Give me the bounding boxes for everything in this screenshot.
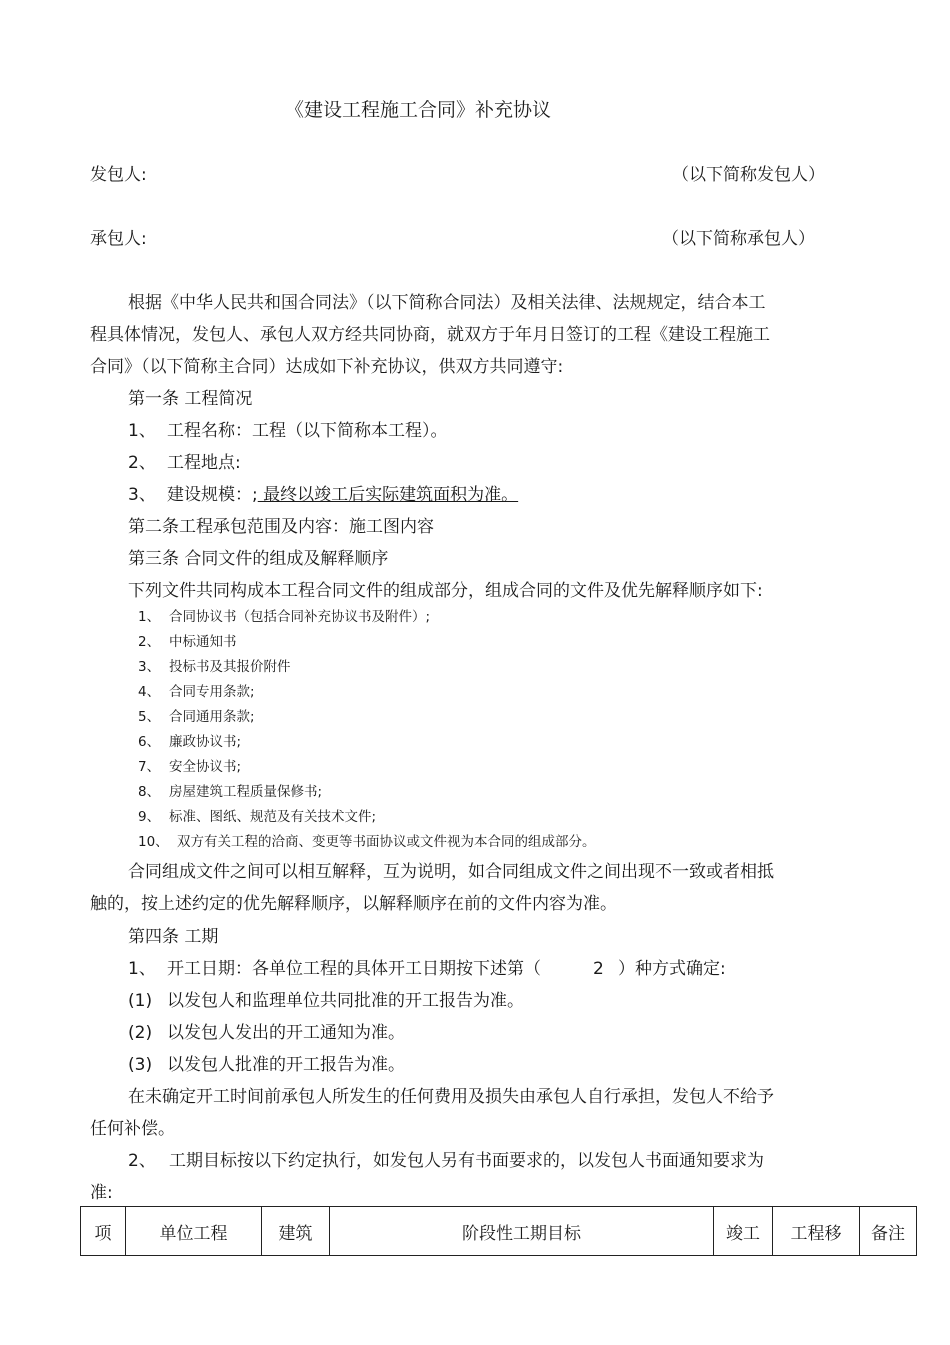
period-text-cont: 准: [90, 1183, 113, 1203]
list-number: 4、 [138, 684, 161, 700]
table-header-cell: 竣工 [714, 1207, 773, 1256]
list-number: 3、 [128, 485, 156, 505]
list-item: 标准、图纸、规范及有关技术文件; [169, 809, 377, 825]
list-number: 1、 [128, 421, 156, 441]
list-item: 中标通知书 [169, 634, 237, 650]
cost-note-line: 在未确定开工时间前承包人所发生的任何费用及损失由承包人自行承担，发包人不给予 [128, 1087, 774, 1107]
list-number: 1、 [138, 609, 161, 625]
list-item: 合同协议书（包括合同补充协议书及附件）; [169, 609, 431, 625]
list-number: 1、 [128, 959, 156, 979]
list-item: 安全协议书; [169, 759, 242, 775]
article-4-heading: 第四条 工期 [128, 927, 219, 947]
table-header-cell: 建筑 [262, 1207, 330, 1256]
list-number: 9、 [138, 809, 161, 825]
list-item: 合同通用条款; [169, 709, 255, 725]
list-number: 10、 [138, 834, 169, 850]
contractor-label: 承包人: [90, 229, 147, 249]
article-2-heading: 第二条工程承包范围及内容：施工图内容 [128, 517, 434, 537]
list-number: 5、 [138, 709, 161, 725]
option-number: (2) [128, 1023, 153, 1043]
period-text: 工期目标按以下约定执行，如发包人另有书面要求的，以发包人书面通知要求为 [169, 1151, 764, 1171]
schedule-table [80, 1206, 917, 1256]
list-number: 2、 [128, 1151, 156, 1171]
page-title: 《建设工程施工合同》补充协议 [285, 99, 552, 121]
preamble-line: 程具体情况，发包人、承包人双方经共同协商，就双方于年月日签订的工程《建设工程施工 [90, 325, 770, 345]
list-item: 工程名称：工程（以下简称本工程）。 [167, 421, 448, 441]
article-3-heading: 第三条 合同文件的组成及解释顺序 [128, 549, 389, 569]
cost-note-line: 任何补偿。 [90, 1119, 175, 1139]
table-header-cell: 阶段性工期目标 [330, 1207, 714, 1256]
list-number: 7、 [138, 759, 161, 775]
list-item: 工程地点: [167, 453, 241, 473]
option-text: 以发包人发出的开工通知为准。 [167, 1023, 405, 1043]
table-header-cell: 工程移 [773, 1207, 860, 1256]
scale-note: 最终以竣工后实际建筑面积为准。 [257, 485, 519, 505]
employer-note: （以下简称发包人） [672, 165, 825, 185]
contractor-note: （以下简称承包人） [662, 229, 815, 249]
list-number: 3、 [138, 659, 161, 675]
list-item: 投标书及其报价附件 [169, 659, 291, 675]
table-header-cell: 备注 [860, 1207, 917, 1256]
list-item: 双方有关工程的洽商、变更等书面协议或文件视为本合同的组成部分。 [177, 834, 596, 850]
option-text: 以发包人批准的开工报告为准。 [167, 1055, 405, 1075]
list-number: 2、 [138, 634, 161, 650]
table-header-cell: 项 [81, 1207, 126, 1256]
list-number: 6、 [138, 734, 161, 750]
scale-label: 建设规模：; [167, 485, 258, 505]
table-header-row [81, 1207, 917, 1256]
list-item: 房屋建筑工程质量保修书; [169, 784, 323, 800]
preamble-line: 合同》（以下简称主合同）达成如下补充协议，供双方共同遵守: [90, 357, 564, 377]
preamble-line: 根据《中华人民共和国合同法》（以下简称合同法）及相关法律、法规规定，结合本工 [128, 293, 766, 313]
list-item [167, 484, 518, 506]
article-3-intro: 下列文件共同构成本工程合同文件的组成部分，组成合同的文件及优先解释顺序如下: [128, 581, 763, 601]
interpretation-line: 合同组成文件之间可以相互解释，互为说明，如合同组成文件之间出现不一致或者相抵 [128, 862, 774, 882]
list-number: 8、 [138, 784, 161, 800]
start-date-text-end: ）种方式确定: [618, 959, 726, 979]
employer-label: 发包人: [90, 165, 147, 185]
start-date-choice: 2 [593, 959, 604, 979]
start-date-text: 开工日期：各单位工程的具体开工日期按下述第（ [167, 959, 541, 979]
list-number: 2、 [128, 453, 156, 473]
option-number: (3) [128, 1055, 153, 1075]
list-item: 廉政协议书; [169, 734, 242, 750]
option-number: (1) [128, 991, 153, 1011]
list-item: 合同专用条款; [169, 684, 255, 700]
option-text: 以发包人和监理单位共同批准的开工报告为准。 [167, 991, 524, 1011]
interpretation-line: 触的，按上述约定的优先解释顺序，以解释顺序在前的文件内容为准。 [90, 894, 617, 914]
table-header-cell: 单位工程 [126, 1207, 262, 1256]
article-1-heading: 第一条 工程简况 [128, 389, 253, 409]
